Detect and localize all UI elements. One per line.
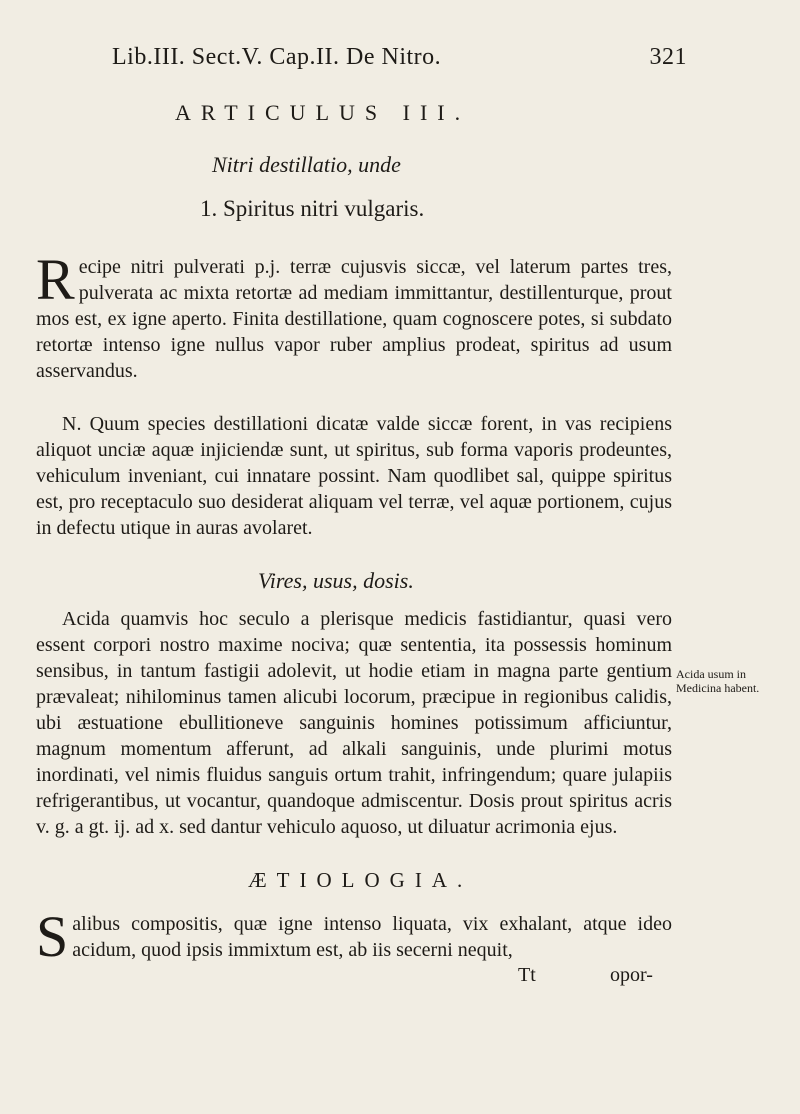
article-heading: ARTICULUS III. [175, 100, 471, 125]
running-head [112, 44, 687, 84]
subheading: Nitri destillatio, unde [212, 152, 401, 177]
drop-cap-s: S [36, 904, 69, 969]
aetiologia-heading: ÆTIOLOGIA. [248, 868, 473, 892]
signature-mark: Tt [518, 964, 536, 986]
paragraph-nota: N. Quum species destillationi dicatæ valde siccæ forent, in vas recipiens aliquot unciæ aquæ injiciendæ sunt, ut spiritus, sub forma vaporis prodeuntes, vehiculum inveniant, cui innatare possint. Nam quodlibet sal, quippe spiritus est, pro receptaculo suo desiderat aliquam vel terræ, vel aquæ portionem, cujus in defectu utique in auras avolaret. [36, 413, 672, 539]
page-number: 321 [649, 44, 687, 70]
paragraph-recipe [36, 247, 672, 384]
paragraph-aetiologia-text: alibus compositis, quæ igne intenso liquata, vix exhalant, atque ideo acidum, quod ipsis immixtum est, ab iis secerni nequit, [72, 913, 672, 961]
running-head-title: Lib.III. Sect.V. Cap.II. De Nitro. [112, 44, 442, 70]
section-heading: 1. Spiritus nitri vulgaris. [200, 196, 425, 221]
paragraph-vires: Acida quamvis hoc seculo a plerisque medicis fastidiantur, quasi vero essent corpori nostro maxime nociva; quæ sententia, ita possessis hominum sensibus, in tantum fastigii adolevit, ut hodie etiam in magna parte gentium prævaleat; nihilominus tamen alicubi locorum, præcipue in regionibus calidis, ubi æstuatione ebullitioneve sanguinis homines potissimum afficiuntur, magnum momentum afferunt, ad alkali sanguinis, unde plurimi motus inordinati, vel nimis fluidus sanguis ortum trahit, infringendum; quare julapiis refrigerantibus, ut vocantur, quandoque admiscentur. Dosis prout spiritus acris v. g. a gt. ij. ad x. sed dantur vehiculo aquoso, ut diluatur acrimonia ejus. [36, 608, 672, 838]
margin-note: Acida usum in Medicina habent. [676, 667, 760, 695]
drop-cap-r: R [36, 247, 75, 312]
catchword: opor- [610, 964, 653, 986]
paragraph-aetiologia [36, 904, 672, 969]
vires-heading: Vires, usus, dosis. [258, 568, 414, 593]
paragraph-recipe-text: ecipe nitri pulverati p.j. terræ cujusvis siccæ, vel laterum partes tres, pulverata ac mixta retortæ ad mediam immittantur, destillenturque, prout mos est, ex igne aperto. Finita destillatione, quam cognoscere potes, si subdato retortæ intenso igne nullus vapor ruber amplius prodeat, spiritus ad usum asservandus. [36, 256, 672, 382]
